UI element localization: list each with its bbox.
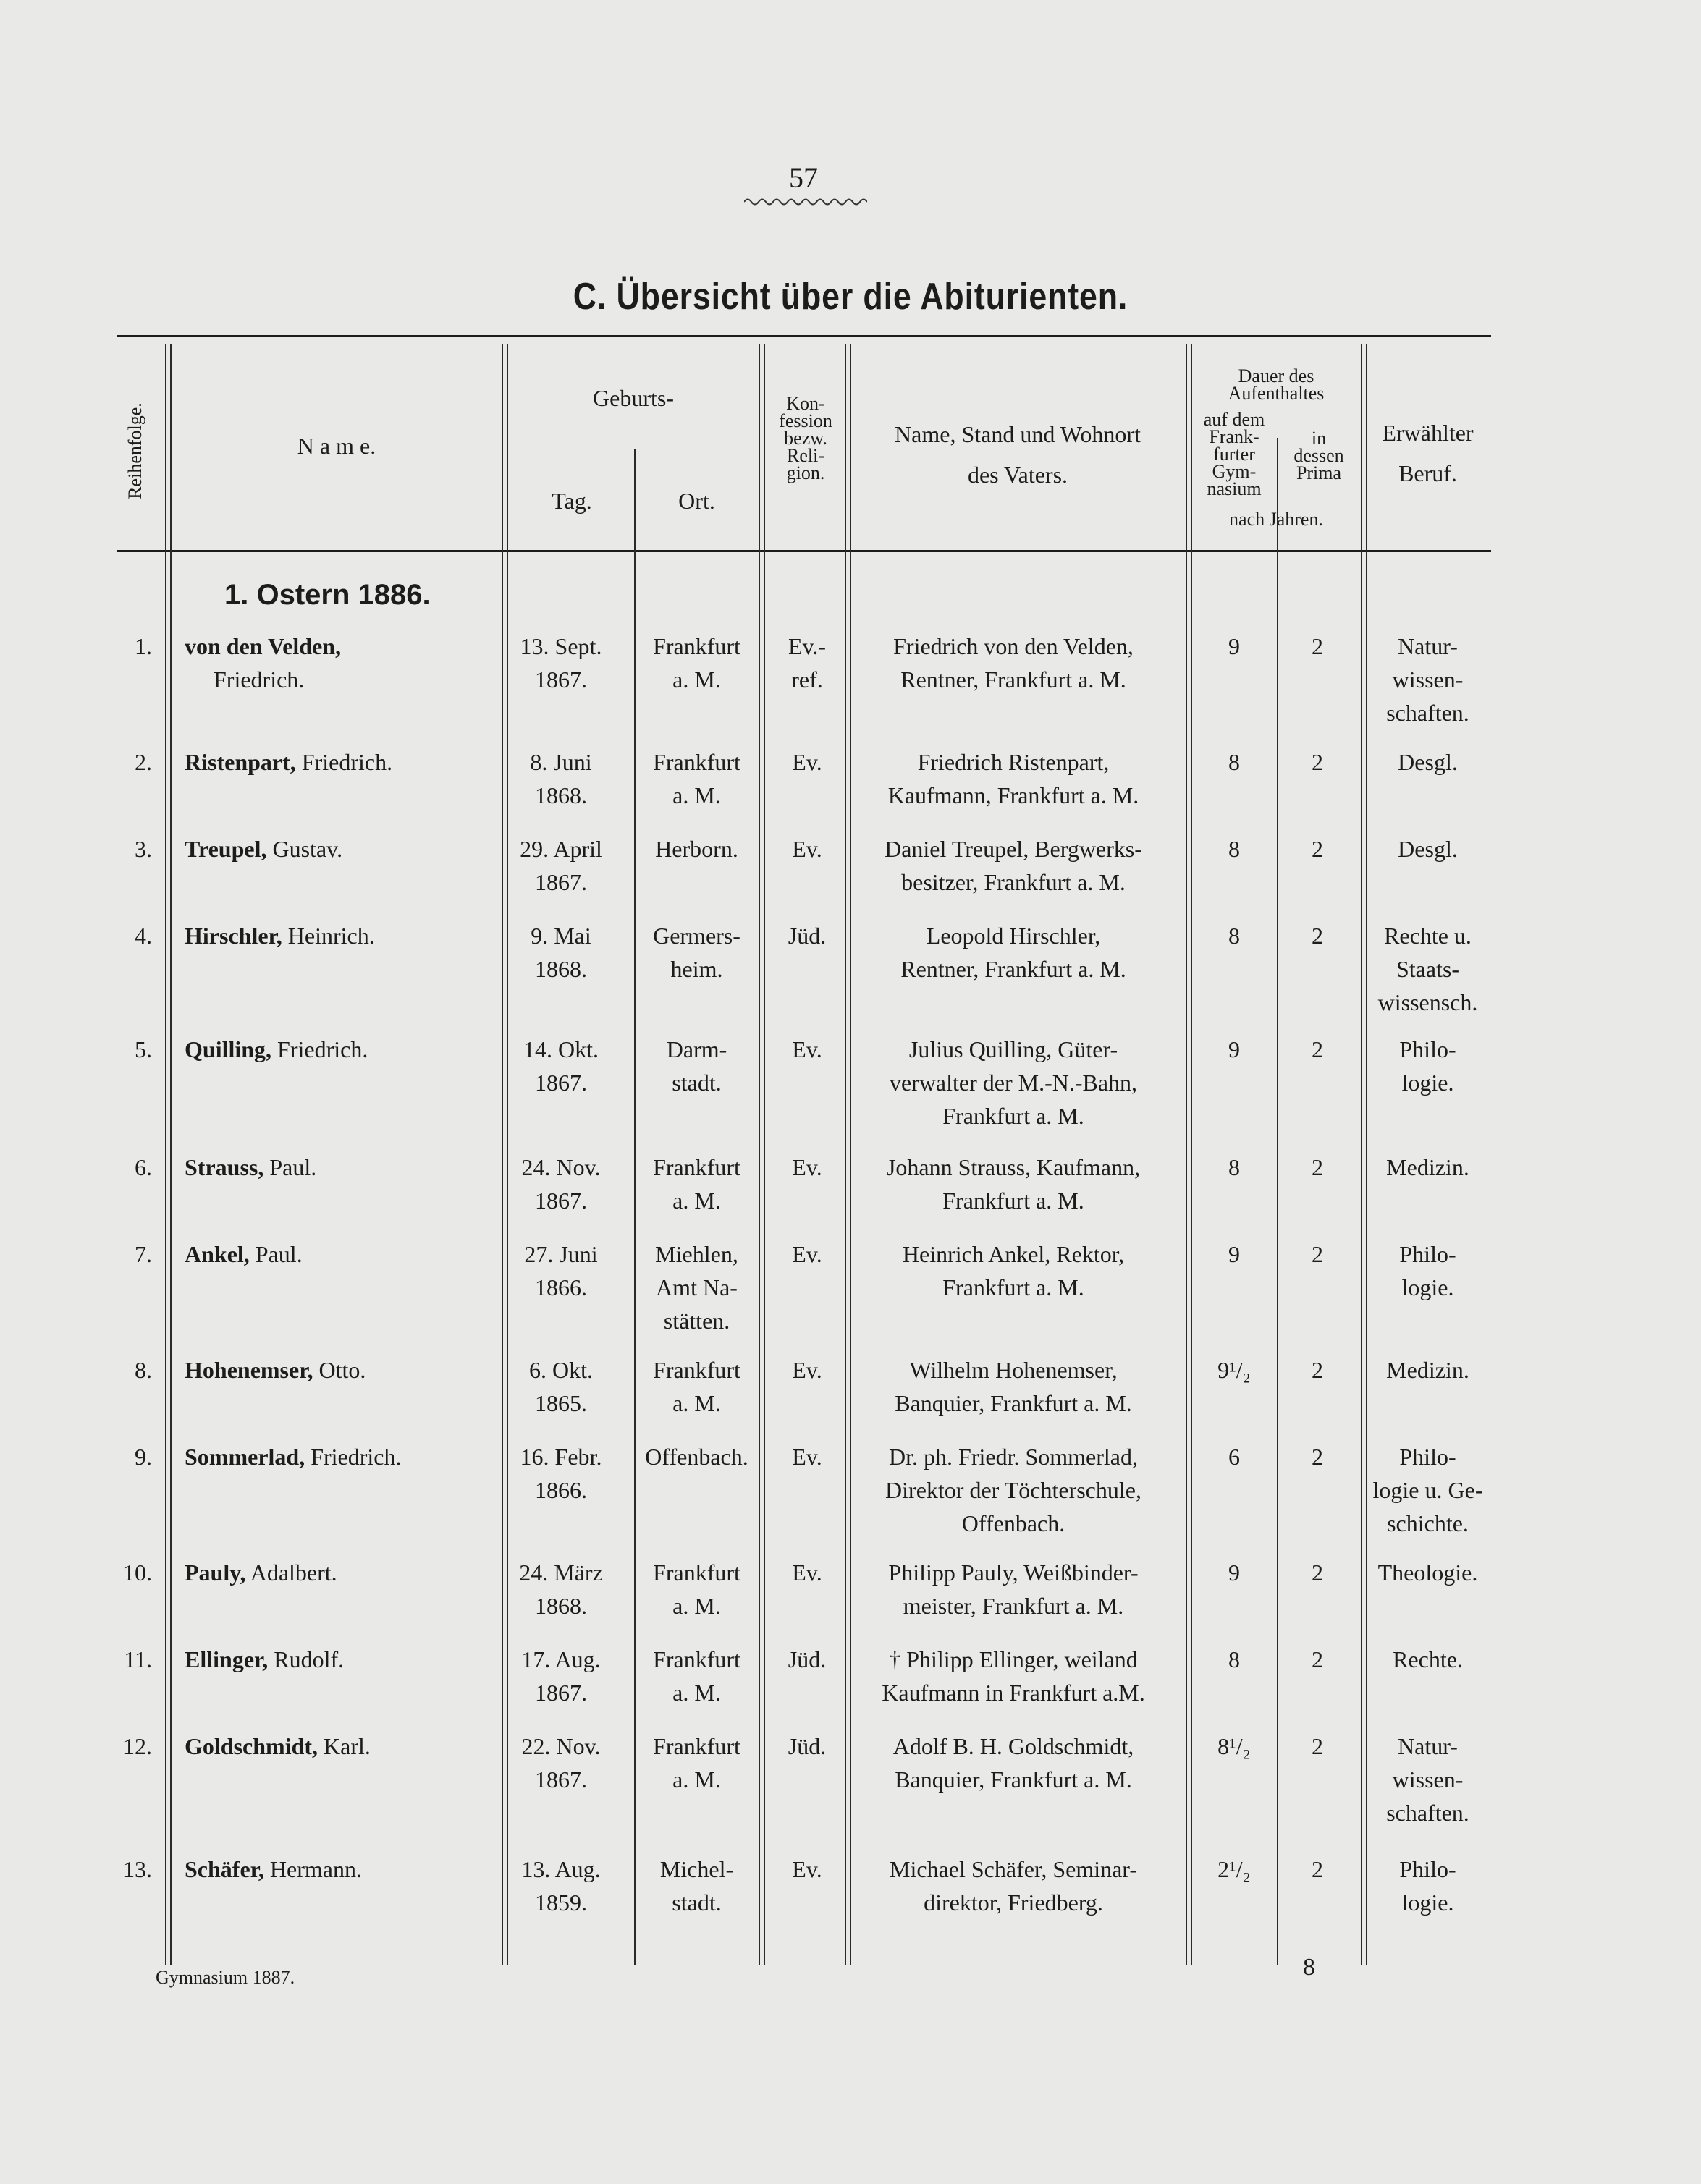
column-line bbox=[1277, 438, 1278, 1965]
header-dauer-prima: in dessen Prima bbox=[1293, 428, 1344, 483]
student-firstname: Friedrich. bbox=[311, 1444, 402, 1470]
birth-place: Darm- stadt. bbox=[666, 1036, 727, 1096]
header-konfession: Kon- fession bezw. Reli- gion. bbox=[779, 393, 832, 483]
confession: Jüd. bbox=[788, 1733, 827, 1759]
student-surname: von den Velden, bbox=[185, 633, 342, 659]
years-prima: 2 bbox=[1312, 1646, 1323, 1672]
student-surname: Treupel, bbox=[185, 836, 267, 862]
birth-date: 14. Okt. 1867. bbox=[523, 1036, 599, 1096]
row-number: 1. bbox=[135, 633, 152, 659]
student-surname: Ellinger, bbox=[185, 1646, 269, 1672]
row-number: 12. bbox=[123, 1733, 152, 1759]
page-number: 57 bbox=[789, 161, 818, 194]
student-firstname: Rudolf. bbox=[274, 1646, 345, 1672]
row-number: 6. bbox=[135, 1154, 152, 1180]
student-surname: Hohenemser, bbox=[185, 1357, 313, 1383]
years-prima: 2 bbox=[1312, 1154, 1323, 1180]
years-gymnasium: 9¹/₂ bbox=[1217, 1357, 1251, 1383]
years-gymnasium: 9 bbox=[1228, 633, 1240, 659]
confession: Ev. bbox=[792, 836, 822, 862]
birth-place: Germers- heim. bbox=[653, 923, 740, 982]
years-gymnasium: 8 bbox=[1228, 749, 1240, 775]
father-info: Adolf B. H. Goldschmidt, Banquier, Frankfurt a. M. bbox=[892, 1733, 1134, 1793]
student-firstname: Friedrich. bbox=[214, 666, 305, 693]
header-reihenfolge: Reihenfolge. bbox=[124, 402, 145, 499]
student-firstname: Adalbert. bbox=[250, 1559, 337, 1586]
row-number: 4. bbox=[135, 923, 152, 949]
years-prima: 2 bbox=[1312, 1036, 1323, 1062]
father-info: Leopold Hirschler, Rentner, Frankfurt a. M. bbox=[900, 923, 1126, 982]
years-prima: 2 bbox=[1312, 1559, 1323, 1586]
column-line bbox=[634, 449, 636, 1965]
chosen-profession: Philo- logie. bbox=[1399, 1241, 1456, 1300]
years-prima: 2 bbox=[1312, 749, 1323, 775]
column-line bbox=[1361, 344, 1362, 1965]
header-dauer-bottom: nach Jahren. bbox=[1229, 509, 1323, 530]
father-info: Friedrich Ristenpart, Kaufmann, Frankfurt a. M. bbox=[887, 749, 1139, 808]
row-number: 5. bbox=[135, 1036, 152, 1062]
header-geburts: Geburts- bbox=[593, 385, 674, 411]
birth-date: 27. Juni 1866. bbox=[524, 1241, 598, 1300]
confession: Ev. bbox=[792, 1154, 822, 1180]
birth-date: 22. Nov. 1867. bbox=[521, 1733, 601, 1793]
header-vater: Name, Stand und Wohnort des Vaters. bbox=[895, 421, 1141, 488]
row-number: 8. bbox=[135, 1357, 152, 1383]
years-gymnasium: 8¹/₂ bbox=[1217, 1733, 1251, 1759]
years-prima: 2 bbox=[1312, 1733, 1323, 1759]
section-heading: 1. Ostern 1886. bbox=[224, 579, 431, 611]
years-gymnasium: 8 bbox=[1228, 923, 1240, 949]
chosen-profession: Philo- logie. bbox=[1399, 1856, 1456, 1916]
father-info: Julius Quilling, Güter- verwalter der M.-N.-Bahn, Frankfurt a. M. bbox=[889, 1036, 1138, 1129]
student-name bbox=[185, 1643, 344, 1676]
birth-date: 24. März 1868. bbox=[519, 1559, 603, 1619]
confession: Ev. bbox=[792, 1856, 822, 1882]
father-info: Michael Schäfer, Seminar- direktor, Friedberg. bbox=[890, 1856, 1137, 1916]
header-tag: Tag. bbox=[552, 488, 592, 514]
student-name bbox=[185, 1440, 402, 1473]
confession: Ev. bbox=[792, 1559, 822, 1586]
student-surname: Pauly, bbox=[185, 1559, 246, 1586]
student-firstname: Otto. bbox=[318, 1357, 366, 1383]
father-info: Philipp Pauly, Weißbinder- meister, Frankfurt a. M. bbox=[888, 1559, 1139, 1619]
header-ort: Ort. bbox=[678, 488, 715, 514]
birth-date: 24. Nov. 1867. bbox=[521, 1154, 601, 1214]
birth-place: Miehlen, Amt Na- stätten. bbox=[655, 1241, 738, 1334]
chosen-profession: Medizin. bbox=[1386, 1154, 1469, 1180]
father-info: Heinrich Ankel, Rektor, Frankfurt a. M. bbox=[902, 1241, 1125, 1300]
years-prima: 2 bbox=[1312, 1444, 1323, 1470]
column-line bbox=[1191, 344, 1192, 1965]
confession: Jüd. bbox=[788, 923, 827, 949]
student-surname: Goldschmidt, bbox=[185, 1733, 318, 1759]
row-number: 10. bbox=[123, 1559, 152, 1586]
student-surname: Hirschler, bbox=[185, 923, 282, 949]
birth-place: Herborn. bbox=[655, 836, 738, 862]
header-beruf: Erwählter Beruf. bbox=[1382, 420, 1474, 486]
birth-date: 13. Sept. 1867. bbox=[520, 633, 602, 693]
chosen-profession: Philo- logie u. Ge- schichte. bbox=[1372, 1444, 1483, 1536]
student-name bbox=[185, 919, 375, 952]
confession: Ev. bbox=[792, 749, 822, 775]
header-dauer-frankfurt: auf dem Frank- furter Gym- nasium bbox=[1203, 409, 1265, 499]
student-surname: Sommerlad, bbox=[185, 1444, 305, 1470]
student-surname: Quilling, bbox=[185, 1036, 272, 1062]
column-line bbox=[502, 344, 503, 1965]
student-surname: Strauss, bbox=[185, 1154, 264, 1180]
row-number: 9. bbox=[135, 1444, 152, 1470]
birth-date: 17. Aug. 1867. bbox=[521, 1646, 601, 1706]
birth-place: Frankfurt a. M. bbox=[653, 1733, 740, 1793]
years-prima: 2 bbox=[1312, 836, 1323, 862]
birth-date: 16. Febr. 1866. bbox=[520, 1444, 602, 1503]
confession: Ev. bbox=[792, 1241, 822, 1267]
years-gymnasium: 8 bbox=[1228, 1154, 1240, 1180]
student-firstname: Hermann. bbox=[269, 1856, 362, 1882]
top-rule bbox=[117, 335, 1491, 337]
years-gymnasium: 8 bbox=[1228, 1646, 1240, 1672]
row-number: 3. bbox=[135, 836, 152, 862]
father-info: Johann Strauss, Kaufmann, Frankfurt a. M. bbox=[886, 1154, 1141, 1214]
student-name bbox=[185, 1556, 337, 1589]
student-surname: Ristenpart, bbox=[185, 749, 296, 775]
birth-date: 6. Okt. 1865. bbox=[529, 1357, 593, 1416]
birth-date: 29. April 1867. bbox=[520, 836, 602, 895]
student-firstname: Friedrich. bbox=[277, 1036, 368, 1062]
row-number: 11. bbox=[124, 1646, 152, 1672]
father-info: † Philipp Ellinger, weiland Kaufmann in Frankfurt a.M. bbox=[882, 1646, 1145, 1706]
confession: Ev. bbox=[792, 1036, 822, 1062]
student-surname: Ankel, bbox=[185, 1241, 250, 1267]
column-line bbox=[1186, 344, 1187, 1965]
birth-place: Frankfurt a. M. bbox=[653, 1154, 740, 1214]
footer-left: Gymnasium 1887. bbox=[156, 1967, 295, 1988]
student-name bbox=[185, 1353, 366, 1387]
years-gymnasium: 2¹/₂ bbox=[1217, 1856, 1251, 1882]
years-prima: 2 bbox=[1312, 633, 1323, 659]
header-dauer: Dauer des Aufenthaltes bbox=[1228, 365, 1325, 404]
years-prima: 2 bbox=[1312, 1241, 1323, 1267]
student-name bbox=[185, 1237, 303, 1271]
years-gymnasium: 9 bbox=[1228, 1241, 1240, 1267]
header-name: N a m e. bbox=[297, 433, 376, 459]
birth-date: 13. Aug. 1859. bbox=[521, 1856, 601, 1916]
student-firstname: Friedrich. bbox=[301, 749, 393, 775]
student-firstname: Paul. bbox=[269, 1154, 317, 1180]
student-surname: Schäfer, bbox=[185, 1856, 264, 1882]
column-line bbox=[507, 344, 508, 1965]
wavy-ornament bbox=[744, 197, 867, 207]
confession: Ev. bbox=[792, 1357, 822, 1383]
row-number: 7. bbox=[135, 1241, 152, 1267]
student-name bbox=[185, 1033, 368, 1066]
row-number: 2. bbox=[135, 749, 152, 775]
birth-place: Frankfurt a. M. bbox=[653, 749, 740, 808]
birth-date: 8. Juni 1868. bbox=[530, 749, 592, 808]
student-name bbox=[185, 1730, 371, 1763]
chosen-profession: Theologie. bbox=[1377, 1559, 1478, 1586]
birth-place: Offenbach. bbox=[645, 1444, 748, 1470]
father-info: Wilhelm Hohenemser, Banquier, Frankfurt a. M. bbox=[895, 1357, 1132, 1416]
birth-place: Frankfurt a. M. bbox=[653, 1559, 740, 1619]
chosen-profession: Desgl. bbox=[1398, 749, 1458, 775]
birth-date: 9. Mai 1868. bbox=[531, 923, 591, 982]
birth-place: Michel- stadt. bbox=[659, 1856, 734, 1916]
confession: Ev.- ref. bbox=[788, 633, 827, 693]
years-prima: 2 bbox=[1312, 1357, 1323, 1383]
page-title: C. Übersicht über die Abiturienten. bbox=[573, 276, 1128, 318]
years-gymnasium: 9 bbox=[1228, 1559, 1240, 1586]
chosen-profession: Medizin. bbox=[1386, 1357, 1469, 1383]
father-info: Friedrich von den Velden, Rentner, Frankfurt a. M. bbox=[893, 633, 1134, 693]
years-gymnasium: 6 bbox=[1228, 1444, 1240, 1470]
row-number: 13. bbox=[123, 1856, 152, 1882]
student-firstname: Gustav. bbox=[272, 836, 343, 862]
student-firstname: Paul. bbox=[255, 1241, 303, 1267]
birth-place: Frankfurt a. M. bbox=[653, 1357, 740, 1416]
confession: Ev. bbox=[792, 1444, 822, 1470]
chosen-profession: Rechte. bbox=[1393, 1646, 1463, 1672]
years-prima: 2 bbox=[1312, 923, 1323, 949]
confession: Jüd. bbox=[788, 1646, 827, 1672]
student-name bbox=[185, 1151, 316, 1184]
student-name bbox=[185, 1853, 362, 1886]
column-line bbox=[1366, 344, 1367, 1965]
chosen-profession: Natur- wissen- schaften. bbox=[1386, 633, 1469, 726]
header-bottom-rule bbox=[117, 550, 1491, 552]
chosen-profession: Philo- logie. bbox=[1399, 1036, 1456, 1096]
years-gymnasium: 8 bbox=[1228, 836, 1240, 862]
student-name bbox=[185, 745, 392, 779]
footer-right: 8 bbox=[1303, 1954, 1315, 1981]
student-name bbox=[185, 630, 341, 696]
chosen-profession: Desgl. bbox=[1398, 836, 1458, 862]
years-prima: 2 bbox=[1312, 1856, 1323, 1882]
column-line bbox=[759, 344, 760, 1965]
student-name bbox=[185, 832, 342, 865]
student-firstname: Heinrich. bbox=[287, 923, 375, 949]
column-line bbox=[170, 344, 172, 1965]
student-firstname: Karl. bbox=[324, 1733, 371, 1759]
chosen-profession: Natur- wissen- schaften. bbox=[1386, 1733, 1469, 1826]
birth-place: Frankfurt a. M. bbox=[653, 1646, 740, 1706]
father-info: Daniel Treupel, Bergwerks- besitzer, Frankfurt a. M. bbox=[885, 836, 1142, 895]
years-gymnasium: 9 bbox=[1228, 1036, 1240, 1062]
chosen-profession: Rechte u. Staats- wissensch. bbox=[1377, 923, 1478, 1015]
father-info: Dr. ph. Friedr. Sommerlad, Direktor der Töchterschule, Offenbach. bbox=[885, 1444, 1141, 1536]
birth-place: Frankfurt a. M. bbox=[653, 633, 740, 693]
column-line bbox=[165, 344, 166, 1965]
